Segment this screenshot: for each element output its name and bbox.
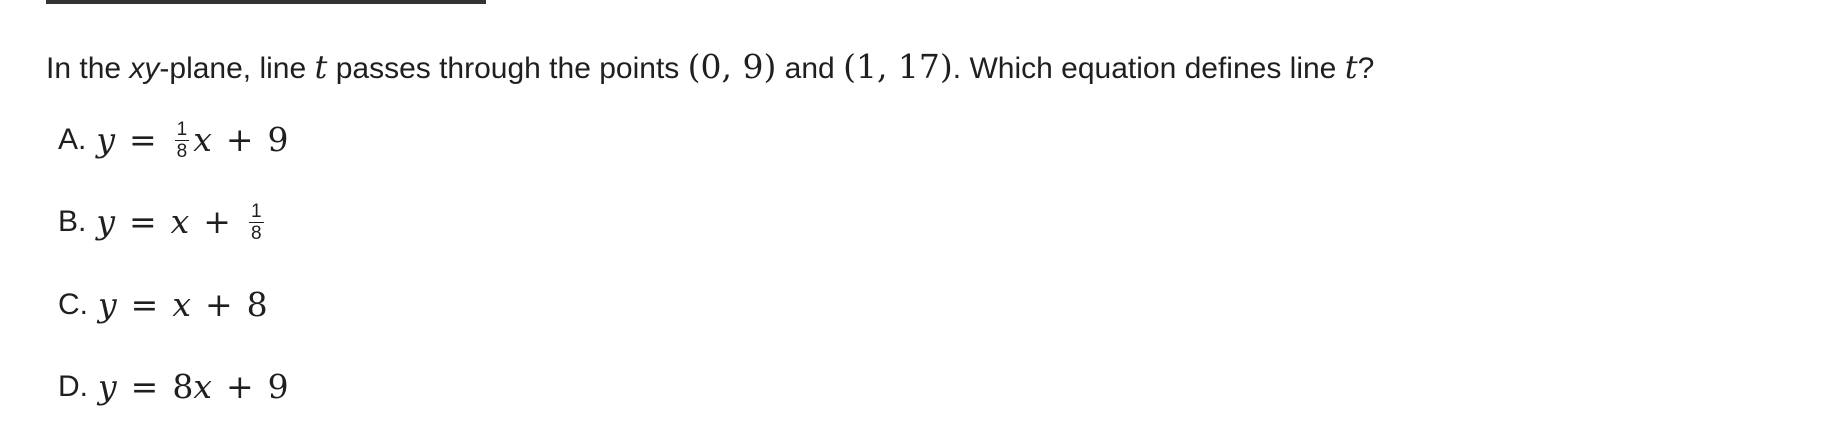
choice-letter: D. xyxy=(58,370,88,403)
choice-equation xyxy=(96,197,267,247)
plus-sign: + xyxy=(225,120,254,159)
question-text xyxy=(46,42,1374,94)
plus-sign: + xyxy=(204,285,233,324)
choice-letter: C. xyxy=(58,288,88,321)
eq-constant: 8 xyxy=(246,285,268,324)
eq-variable: x xyxy=(193,367,212,406)
eq-constant: 9 xyxy=(267,367,289,406)
choice-equation xyxy=(98,362,289,412)
question-xy: xy xyxy=(129,52,160,85)
answer-choice-c[interactable] xyxy=(58,280,268,330)
eq-lhs: y xyxy=(96,202,116,241)
answer-choice-d[interactable] xyxy=(58,362,289,412)
eq-constant: 9 xyxy=(267,120,289,159)
question-part: ? xyxy=(1357,52,1375,85)
fraction-denominator: 8 xyxy=(250,222,262,244)
fraction-denominator: 8 xyxy=(176,140,188,162)
eq-sign: = xyxy=(129,120,157,159)
fraction xyxy=(249,202,264,243)
point-two: (1, 17) xyxy=(843,47,953,86)
choice-letter: A. xyxy=(58,123,87,156)
question-part: . Which equation defines line xyxy=(952,52,1345,85)
eq-variable: x xyxy=(170,202,190,241)
question-part: passes through the points xyxy=(327,52,688,85)
eq-variable: x xyxy=(172,285,191,324)
choice-letter: B. xyxy=(58,205,87,238)
eq-lhs: y xyxy=(98,367,117,406)
choice-equation xyxy=(98,280,268,330)
point-one: (0, 9) xyxy=(687,47,777,86)
fraction-numerator: 1 xyxy=(176,118,188,140)
answer-choice-a[interactable] xyxy=(58,115,289,165)
eq-coefficient: 8 xyxy=(172,367,194,406)
eq-lhs: y xyxy=(98,285,117,324)
plus-sign: + xyxy=(225,367,254,406)
question-part: -plane, line xyxy=(159,52,315,85)
fraction xyxy=(175,120,190,161)
line-variable: t xyxy=(314,48,328,86)
line-variable: t xyxy=(1344,48,1358,86)
eq-sign: = xyxy=(130,285,159,324)
question-part: and xyxy=(776,52,844,85)
plus-sign: + xyxy=(203,202,231,241)
answer-choice-b[interactable] xyxy=(58,197,268,247)
eq-sign: = xyxy=(129,202,157,241)
fraction-numerator: 1 xyxy=(250,200,262,222)
choice-equation xyxy=(96,115,288,165)
eq-variable: x xyxy=(193,120,212,159)
eq-lhs: y xyxy=(96,120,116,159)
progress-bar-divider xyxy=(46,0,486,4)
eq-sign: = xyxy=(130,367,159,406)
question-part: In the xyxy=(46,52,130,85)
